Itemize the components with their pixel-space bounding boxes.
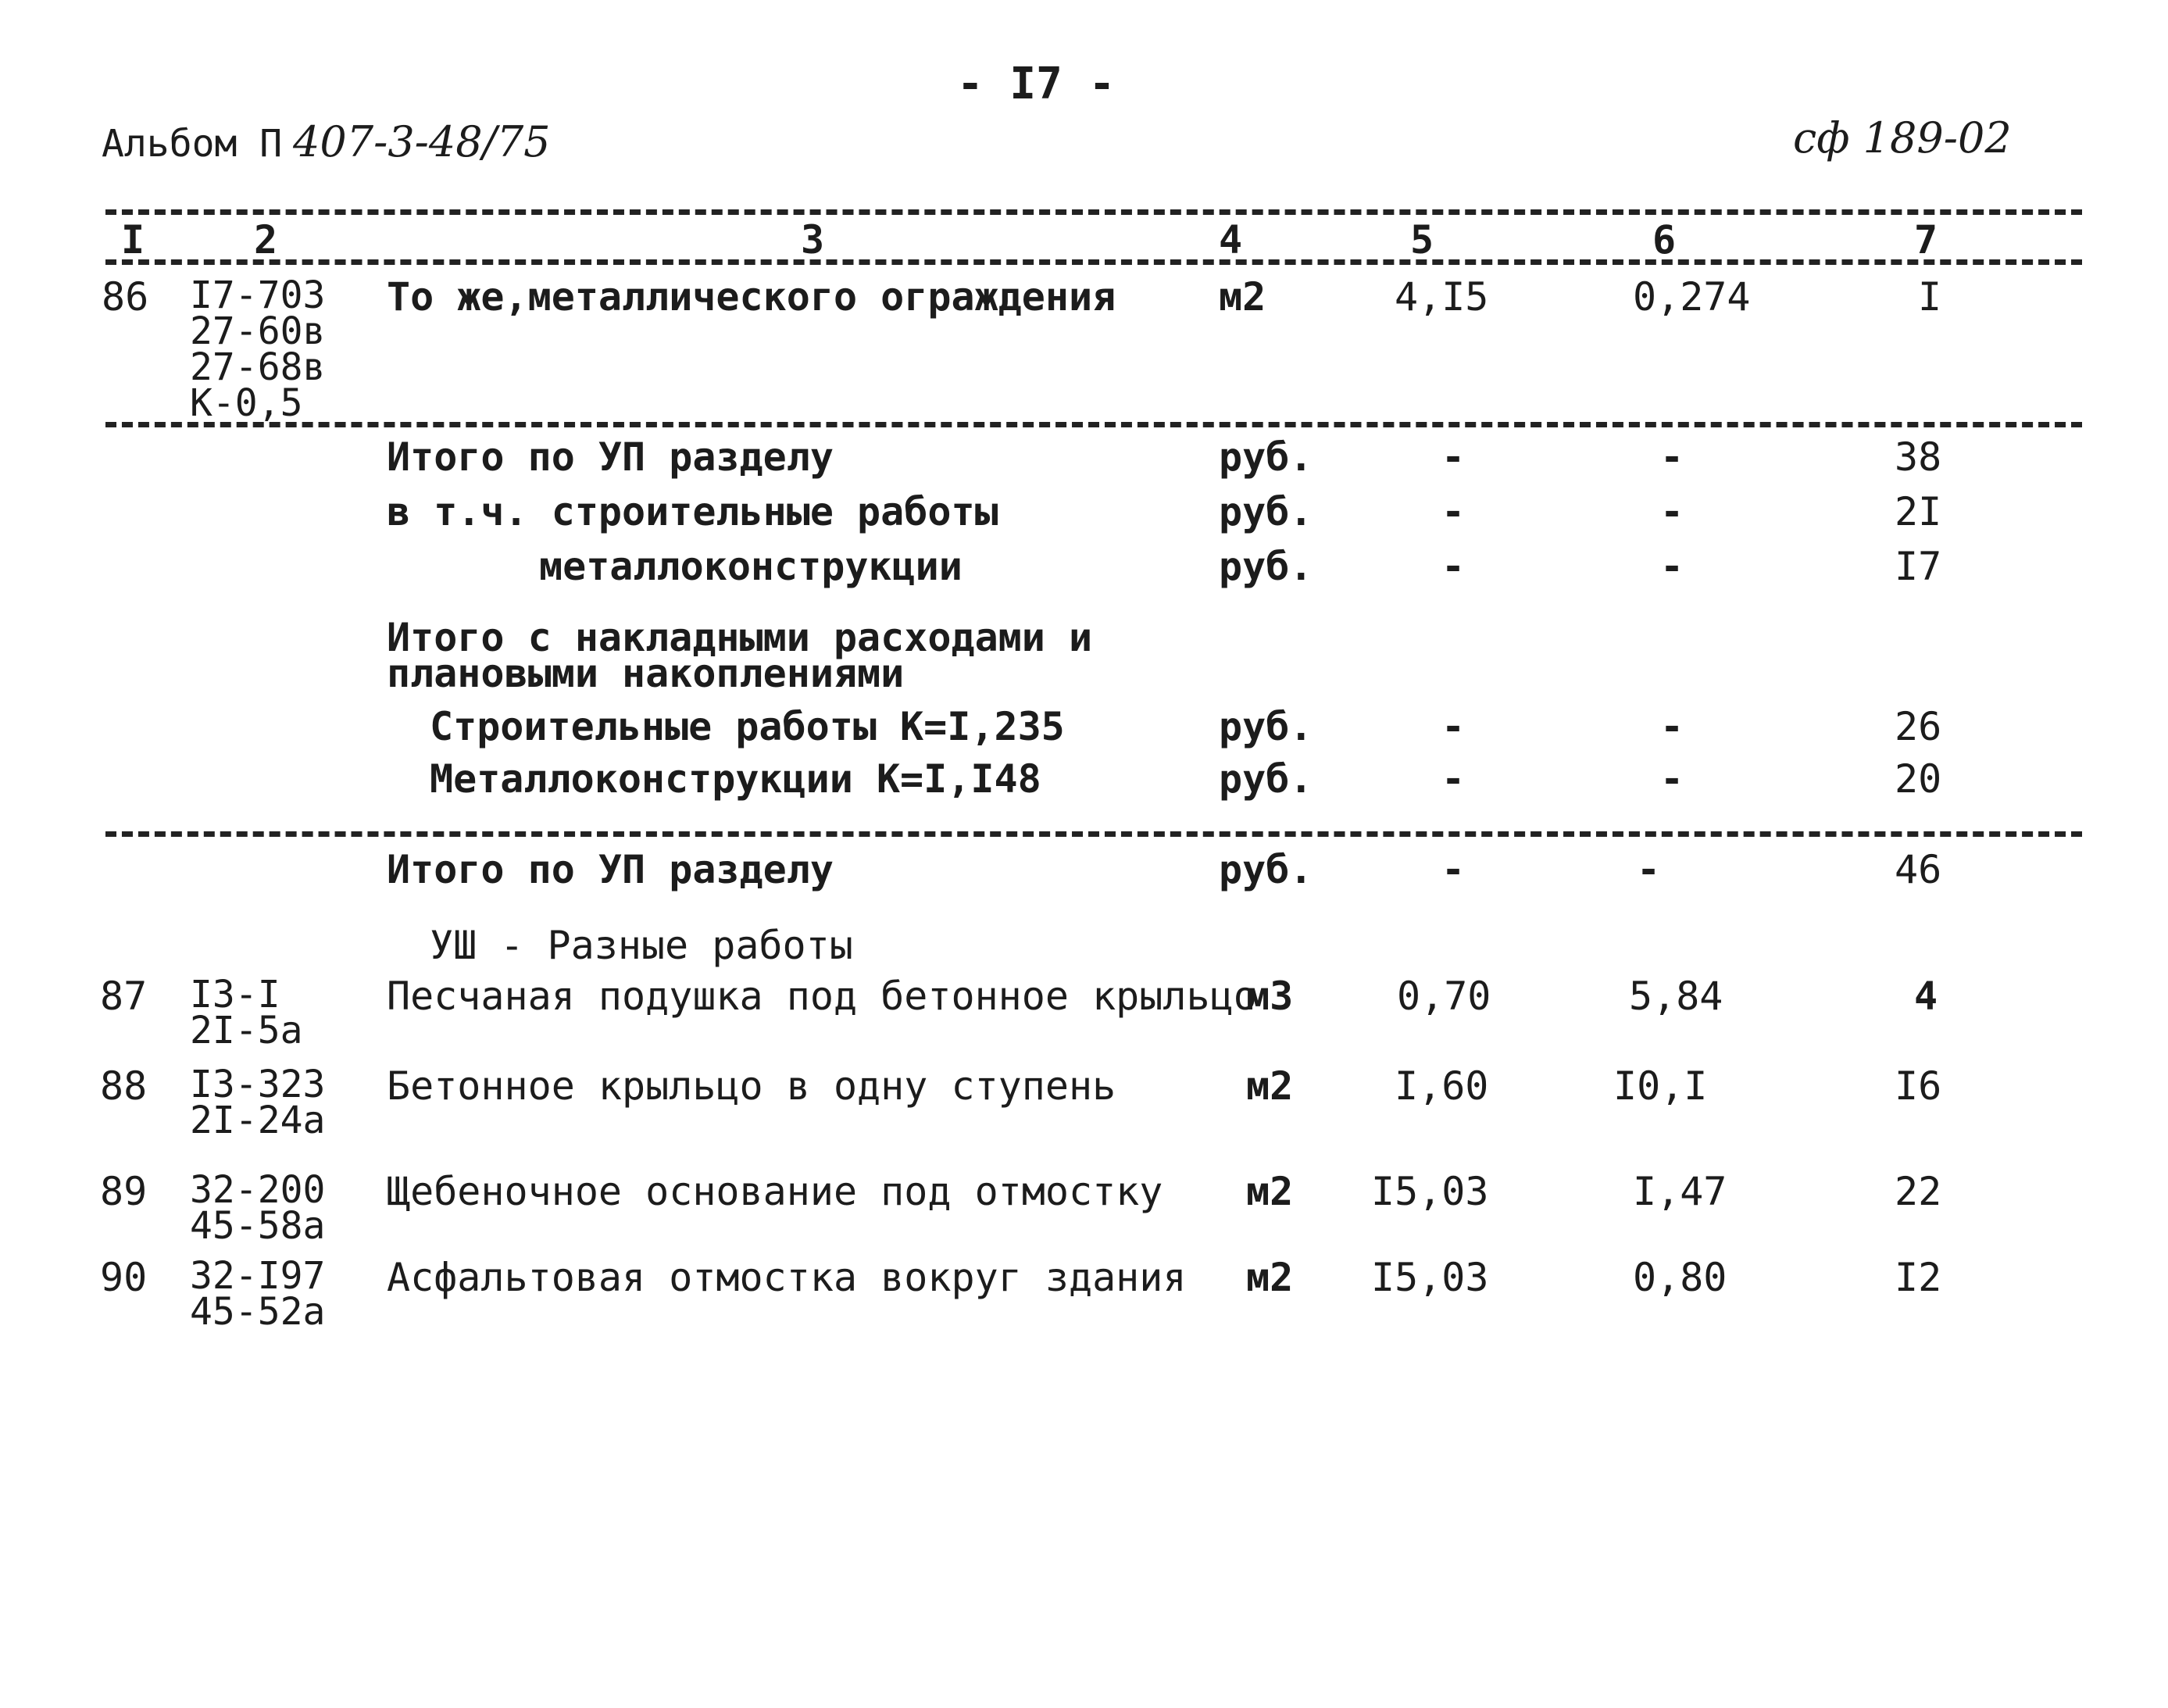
item-name: Металлоконструкции К=I,I48	[430, 756, 1041, 802]
row-number: 86	[102, 274, 149, 320]
album-code: 407-3-48/75	[293, 117, 551, 166]
code-line: I7-703	[190, 273, 326, 317]
item-unit: м2	[1246, 1255, 1294, 1300]
item-unit: руб.	[1219, 489, 1313, 534]
price-code	[190, 1254, 326, 1334]
code-line: 45-58а	[190, 1204, 326, 1248]
item-name: Строительные работы К=I,235	[430, 704, 1065, 749]
item-price: I,47	[1633, 1169, 1727, 1214]
item-name: Итого по УП разделу	[387, 847, 834, 892]
item-total: I6	[1895, 1063, 1942, 1109]
item-qty: -	[1441, 544, 1466, 589]
name-line: Итого с накладными расходами и	[387, 615, 1093, 660]
item-qty: -	[1441, 847, 1466, 892]
item-total: 20	[1895, 756, 1942, 802]
item-total: I2	[1895, 1255, 1942, 1300]
name-line: плановыми накоплениями	[387, 651, 905, 696]
code-line: 2I-5а	[190, 1009, 303, 1052]
item-name: Бетонное крыльцо в одну ступень	[387, 1063, 1116, 1109]
item-unit: м2	[1246, 1063, 1294, 1109]
row-number: 89	[100, 1169, 148, 1214]
item-unit: руб.	[1219, 756, 1313, 802]
page-number: - I7 -	[957, 59, 1116, 109]
column-header: 7	[1914, 217, 1938, 263]
item-qty: I,60	[1395, 1063, 1489, 1109]
item-unit: руб.	[1219, 847, 1313, 892]
section-divider	[105, 422, 2082, 427]
item-name: Песчаная подушка под бетонное крыльцо	[387, 974, 1257, 1019]
column-header: I	[121, 217, 145, 263]
top-divider	[105, 209, 2082, 215]
item-name: Щебеночное основание под отмостку	[387, 1169, 1163, 1214]
item-total: 38	[1895, 434, 1942, 480]
item-unit: руб.	[1219, 544, 1313, 589]
section-divider	[105, 831, 2082, 837]
item-total: I	[1918, 274, 1942, 320]
item-price: -	[1660, 544, 1684, 589]
item-total: 26	[1895, 704, 1942, 749]
item-unit: м3	[1246, 974, 1294, 1019]
column-header: 6	[1652, 217, 1677, 263]
item-qty: I5,03	[1371, 1255, 1489, 1300]
item-price: -	[1660, 756, 1684, 802]
column-header: 3	[801, 217, 825, 263]
item-name	[387, 615, 1093, 696]
header-divider	[105, 259, 2082, 265]
price-code	[190, 1168, 326, 1248]
item-name: Итого по УП разделу	[387, 434, 834, 480]
item-qty: 0,70	[1397, 974, 1491, 1019]
item-qty: -	[1441, 756, 1466, 802]
code-line: 27-68в	[190, 345, 326, 389]
item-qty: -	[1441, 704, 1466, 749]
column-header: 4	[1219, 217, 1243, 263]
row-number: 87	[100, 974, 148, 1019]
item-qty: -	[1441, 434, 1466, 480]
item-name: металлоконструкции	[539, 544, 963, 589]
item-qty: 4,I5	[1395, 274, 1489, 320]
code-line: I3-I	[190, 973, 280, 1017]
item-price: 0,80	[1633, 1255, 1727, 1300]
item-total: 22	[1895, 1169, 1942, 1214]
item-qty: I5,03	[1371, 1169, 1489, 1214]
code-line: 45-52а	[190, 1290, 326, 1334]
item-total: 4	[1914, 974, 1938, 1019]
column-header: 2	[254, 217, 278, 263]
price-code	[190, 273, 326, 425]
album-label: Альбом П	[102, 122, 283, 166]
row-number: 90	[100, 1255, 148, 1300]
code-line: 27-60в	[190, 309, 326, 353]
item-price: 5,84	[1629, 974, 1723, 1019]
item-qty: -	[1441, 489, 1466, 534]
item-unit: м2	[1219, 274, 1266, 320]
column-header: 5	[1410, 217, 1434, 263]
code-line: 2I-24а	[190, 1099, 326, 1142]
item-price: -	[1660, 704, 1684, 749]
item-total: 46	[1895, 847, 1942, 892]
doc-code: сф 189-02	[1793, 113, 2012, 163]
item-price: -	[1660, 489, 1684, 534]
item-unit: руб.	[1219, 704, 1313, 749]
item-total: 2I	[1895, 489, 1942, 534]
item-price: 0,274	[1633, 274, 1751, 320]
code-line: 32-I97	[190, 1254, 326, 1298]
code-line: I3-323	[190, 1063, 326, 1106]
price-code	[190, 1063, 326, 1142]
row-number: 88	[100, 1063, 148, 1109]
item-unit: руб.	[1219, 434, 1313, 480]
section-heading: УШ - Разные работы	[430, 923, 853, 968]
item-unit: м2	[1246, 1169, 1294, 1214]
item-price: -	[1637, 847, 1661, 892]
item-name: в т.ч. строительные работы	[387, 489, 998, 534]
item-price: -	[1660, 434, 1684, 480]
item-price: I0,I	[1613, 1063, 1708, 1109]
code-line: К-0,5	[190, 381, 303, 425]
item-name: То же,металлического ограждения	[387, 274, 1116, 320]
item-total: I7	[1895, 544, 1942, 589]
item-name: Асфальтовая отмостка вокруг здания	[387, 1255, 1187, 1300]
price-code	[190, 973, 303, 1052]
code-line: 32-200	[190, 1168, 326, 1212]
